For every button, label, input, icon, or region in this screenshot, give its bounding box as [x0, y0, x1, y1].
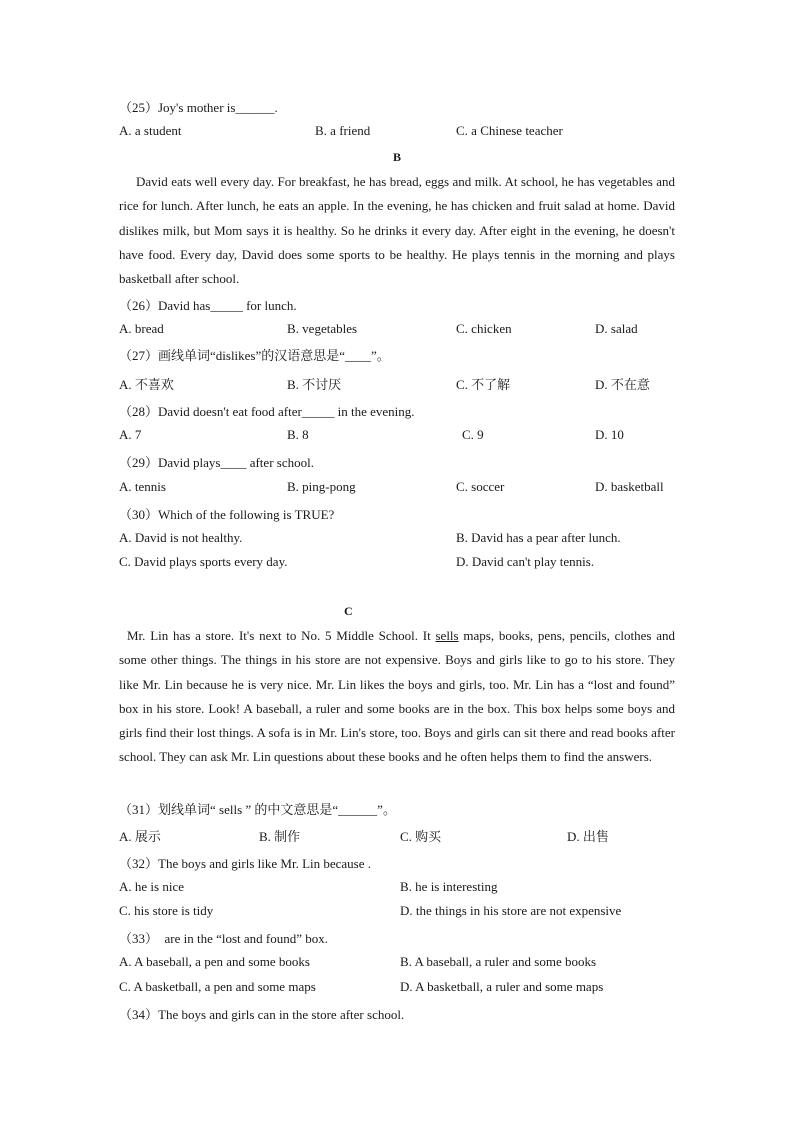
option-32a: A. he is nice: [119, 879, 184, 894]
option-31a: A. 展示: [119, 829, 161, 844]
question-29-stem: （29）David plays____ after school.: [119, 455, 314, 470]
option-29d: D. basketball: [595, 479, 664, 494]
option-27d: D. 不在意: [595, 377, 650, 392]
passage-c-part-2: maps, books, pens, pencils, clothes and some other things. The things in his store are not expensive. Boys and girls like to go to his store. They like Mr. Lin because he is very nice. Mr. Lin likes the boys and girls, too. Mr. Lin has a “lost and found” box in his store. Look! A baseball, a ruler and some books are in the box. This box helps some boys and girls find their lost things. A sofa is in Mr. Lin's store, too. Boys and girls can sit there and read books after school. They can ask Mr. Lin questions about these books and he often helps them to find the answers.: [119, 628, 675, 765]
option-31b: B. 制作: [259, 829, 301, 844]
option-32c: C. his store is tidy: [119, 903, 214, 918]
option-28b: B. 8: [287, 427, 309, 442]
question-26-stem: （26）David has_____ for lunch.: [119, 298, 297, 313]
question-33-stem: （33） are in the “lost and found” box.: [119, 931, 329, 946]
passage-b: David eats well every day. For breakfast, he has bread, eggs and milk. At school, he has vegetables and rice for lunch. After lunch, he eats an apple. In the evening, he has chicken and fruit salad at home. David dislikes milk, but Mom says it is healthy. So he drinks it every day. After eight in the evening, he doesn't have food. Every day, David does some sports to be healthy. He plays tennis in the morning and plays basketball after school.: [119, 174, 675, 287]
option-33d: D. A basketball, a ruler and some maps: [400, 979, 604, 994]
option-26b: B. vegetables: [287, 321, 358, 336]
option-26d: D. salad: [595, 321, 638, 336]
question-32-stem: （32）The boys and girls like Mr. Lin because .: [119, 856, 372, 871]
section-c-heading: C: [344, 604, 353, 618]
option-26a: A. bread: [119, 321, 164, 336]
underlined-word-sells: sells: [435, 628, 459, 643]
option-28c: C. 9: [462, 427, 484, 442]
option-27a: A. 不喜欢: [119, 377, 174, 392]
question-25-stem: （25）Joy's mother is______.: [119, 100, 278, 115]
passage-c-part-1: Mr. Lin has a store. It's next to No. 5 Middle School. It: [127, 628, 436, 643]
option-26c: C. chicken: [456, 321, 512, 336]
option-25a: A. a student: [119, 123, 182, 138]
option-25b: B. a friend: [315, 123, 371, 138]
option-27b: B. 不讨厌: [287, 377, 342, 392]
passage-c: [119, 624, 675, 770]
option-28d: D. 10: [595, 427, 624, 442]
question-28-stem: （28）David doesn't eat food after_____ in the evening.: [119, 404, 415, 419]
option-33b: B. A baseball, a ruler and some books: [400, 954, 597, 969]
option-32d: D. the things in his store are not expensive: [400, 903, 622, 918]
option-25c: C. a Chinese teacher: [456, 123, 563, 138]
option-33a: A. A baseball, a pen and some books: [119, 954, 310, 969]
question-34-stem: （34）The boys and girls can in the store after school.: [119, 1007, 405, 1022]
option-30c: C. David plays sports every day.: [119, 554, 288, 569]
question-27-stem: （27）画线单词“dislikes”的汉语意思是“____”。: [119, 348, 390, 363]
question-30-stem: （30）Which of the following is TRUE?: [119, 507, 335, 522]
option-27c: C. 不了解: [456, 377, 511, 392]
section-b-heading: B: [393, 150, 402, 164]
option-29c: C. soccer: [456, 479, 505, 494]
option-30b: B. David has a pear after lunch.: [456, 530, 621, 545]
option-28a: A. 7: [119, 427, 142, 442]
option-32b: B. he is interesting: [400, 879, 498, 894]
option-29b: B. ping-pong: [287, 479, 356, 494]
option-33c: C. A basketball, a pen and some maps: [119, 979, 316, 994]
question-31-stem: （31）划线单词“ sells ” 的中文意思是“______”。: [119, 802, 396, 817]
option-29a: A. tennis: [119, 479, 166, 494]
option-30a: A. David is not healthy.: [119, 530, 243, 545]
option-31c: C. 购买: [400, 829, 442, 844]
option-30d: D. David can't play tennis.: [456, 554, 595, 569]
option-31d: D. 出售: [567, 829, 609, 844]
